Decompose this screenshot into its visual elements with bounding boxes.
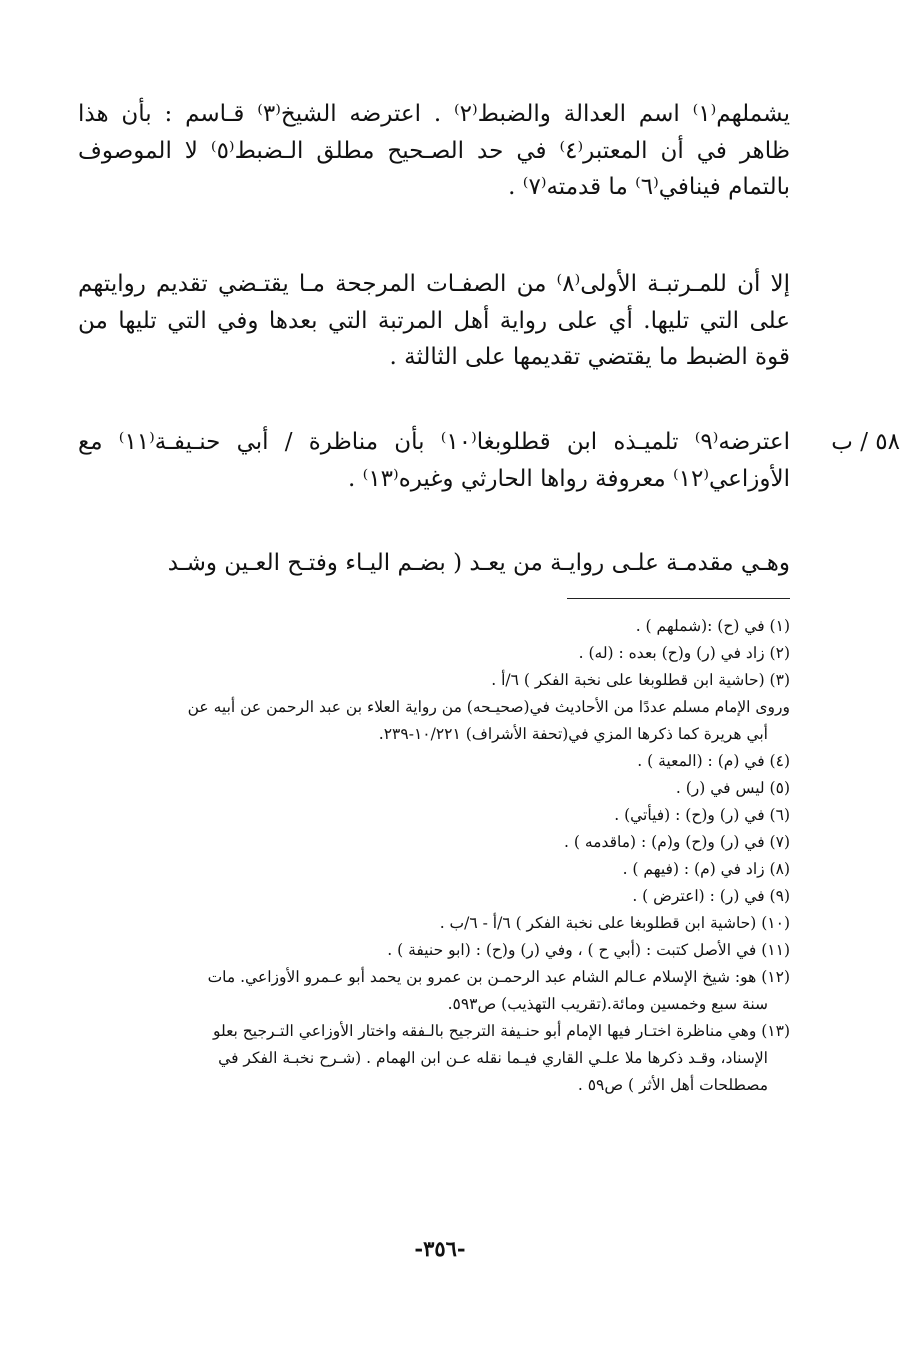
page-number: -٣٥٦- xyxy=(414,1236,466,1261)
footnote-6: (٦) في (ر) و(ح) : (فيأتي) . xyxy=(614,806,790,824)
footnote-3: (٣) (حاشية ابن قطلوبغا على نخبة الفكر ) ٦/أ . xyxy=(491,671,790,689)
footnote-3-note: وروى الإمام مسلم عددًا من الأحاديث في(صحيـحه) من رواية العلاء بن عبد الرحمن عن أبيه عن xyxy=(187,698,790,716)
footnote-11: (١١) في الأصل كتبت : (أبي ح ) ، وفي (ر) و(ح) : (ابو حنيفة ) . xyxy=(387,941,790,959)
footnote-1: (١) في (ح) :(شملهم ) . xyxy=(635,617,790,635)
footnote-12: (١٢) هو: شيخ الإسلام عـالم الشام عبد الرحمـن بن عمرو بن يحمد أبو عـمرو الأوزاعي. مات xyxy=(207,968,790,986)
footnote-13-cont-2: مصطلحات أهل الأثر ) ص٥٩ . xyxy=(577,1076,768,1094)
footnote-13-cont-1: الإسناد، وقـد ذكرها ملا علـي القاري فيـما نقله عـن ابن الهمام . (شـرح نخبـة الفكر في xyxy=(218,1049,768,1067)
body-paragraph-3: اعترضه⁽٩⁾ تلميـذه ابن قطلوبغا⁽١٠⁾ بأن مناظرة / أبي حنـيفـة⁽١١⁾ مع الأوزاعي⁽١٢⁾ معروفة رواها الحارثي وغيره⁽١٣⁾ . xyxy=(78,429,790,492)
footnote-10: (١٠) (حاشية ابن قطلوبغا على نخبة الفكر ) ٦/أ - ٦/ب . xyxy=(439,914,790,932)
footnote-8: (٨) زاد في (م) : (فيهم ) . xyxy=(622,860,790,878)
body-paragraph-1: يشملهم⁽١⁾ اسم العدالة والضبط⁽٢⁾ . اعترضه الشيخ⁽٣⁾ قـاسم : بأن هذا ظاهر في أن المعتبر⁽٤⁾ في حد الصـحيح مطلق الـضبط⁽٥⁾ لا الموصوف بالتمام فينافي⁽٦⁾ ما قدمته⁽٧⁾ . xyxy=(78,101,791,200)
footnote-12-cont: سنة سبع وخمسين ومائة.(تقريب التهذيب) ص٥٩٣. xyxy=(447,995,768,1013)
footnote-7: (٧) في (ر) و(ح) و(م) : (ماقدمه ) . xyxy=(564,833,790,851)
folio-marker: ٥٨ / ب xyxy=(831,429,900,455)
body-paragraph-2: إلا أن للمـرتبـة الأولى⁽٨⁾ من الصفـات المرجحة مـا يقتـضي تقديم روايتهم على التي تليها. أي على رواية أهل المرتبة التي بعدها وفي التي تليها من قوة الضبط ما يقتضي تقديمها على الثالثة . xyxy=(78,271,790,370)
footnote-3-note-cont: أبي هريرة كما ذكرها المزي في(تحفة الأشراف) ١٠/٢٢١-٢٣٩. xyxy=(378,725,768,743)
footnote-5: (٥) ليس في (ر) . xyxy=(675,779,790,797)
footnotes-list xyxy=(78,613,790,1099)
footnote-separator xyxy=(567,598,790,599)
footnote-2: (٢) زاد في (ر) و(ح) بعده : (له) . xyxy=(578,644,790,662)
body-paragraph-4: وهـي مقدمـة علـى روايـة من يعـد ( بضـم اليـاء وفتـح العـين وشـد xyxy=(167,550,790,576)
footnote-9: (٩) في (ر) : (اعترض ) . xyxy=(632,887,790,905)
footnote-4: (٤) في (م) : (المعية ) . xyxy=(637,752,790,770)
footnote-13: (١٣) وهي مناظرة اختـار فيها الإمام أبو حنـيفة الترجيح بالـفقه واختار الأوزاعي التـرجيح بعلو xyxy=(212,1022,790,1040)
